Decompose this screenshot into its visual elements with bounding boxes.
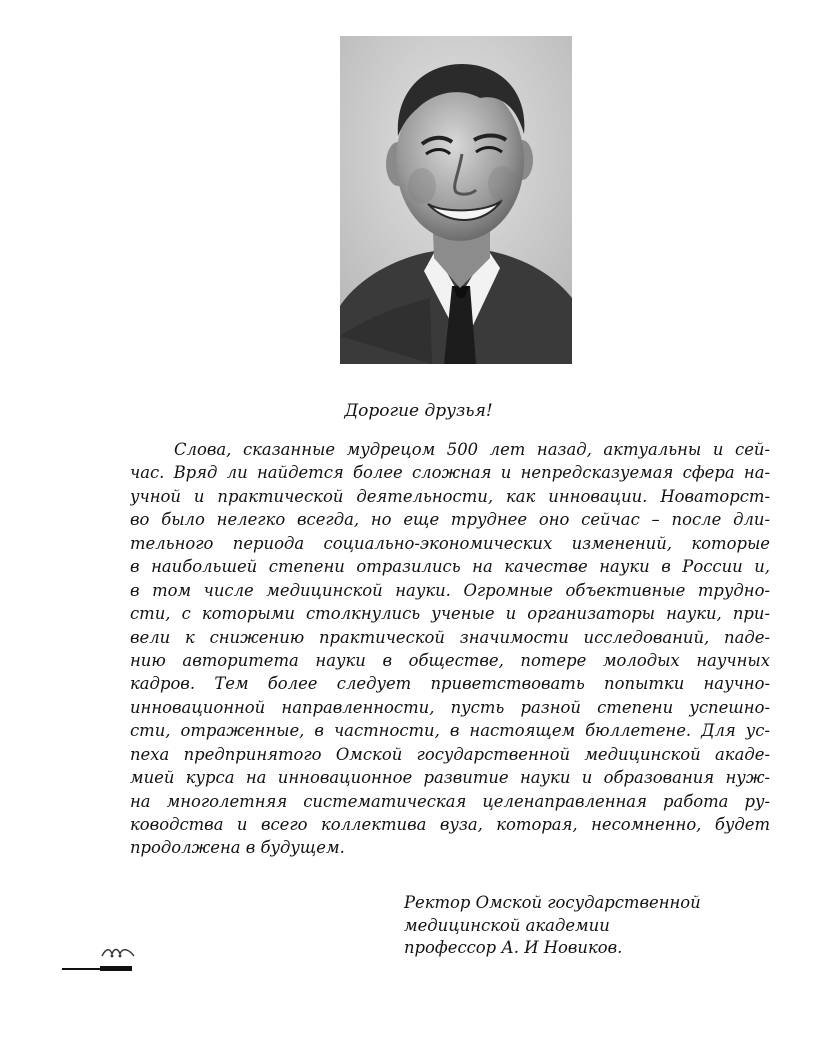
signature-institution: медицинской академии — [404, 915, 610, 935]
body-line: час. Вряд ли найдется более сложная и непредсказуемая сфера на- — [130, 463, 770, 483]
letter-body — [130, 438, 770, 860]
body-line: в том числе медицинской науки. Огромные объективные трудно- — [130, 580, 770, 600]
body-line: нию авторитета науки в обществе, потере молодых научных — [130, 650, 770, 670]
body-line: на многолетняя систематическая целенаправленная работа ру- — [130, 791, 770, 811]
signature-title: Ректор Омской государственной — [404, 893, 701, 912]
signature-block — [404, 892, 784, 960]
body-line: во было нелегко всегда, но еще труднее оно сейчас – после дли- — [130, 510, 770, 530]
greeting-heading: Дорогие друзья! — [344, 401, 493, 421]
body-line: ководства и всего коллектива вуза, которая, несомненно, будет — [130, 815, 770, 834]
body-line: сти, с которыми столкнулись ученые и организаторы науки, при- — [130, 604, 770, 624]
body-line: мией курса на инновационное развитие науки и образования нуж- — [130, 768, 770, 788]
body-line: продолжена в будущем. — [130, 838, 345, 858]
body-line: учной и практической деятельности, как инновации. Новаторст- — [130, 486, 770, 506]
body-line: Слова, сказанные мудрецом 500 лет назад, актуальны и сей- — [174, 440, 770, 459]
body-line: кадров. Тем более следует приветствовать попытки научно- — [130, 674, 770, 694]
ornament-icon — [100, 944, 136, 960]
portrait-photo — [340, 36, 572, 364]
body-line: инновационной направленности, пусть разной степени успешно- — [130, 697, 770, 717]
body-line: сти, отраженные, в частности, в настоящем бюллетене. Для ус- — [130, 721, 770, 741]
body-line: в наибольшей степени отразились на качестве науки в России и, — [130, 557, 770, 577]
footer-rule-accent — [100, 966, 132, 971]
body-line: вели к снижению практической значимости исследований, паде- — [130, 627, 770, 647]
signature-name: профессор А. И Новиков. — [404, 938, 623, 957]
body-line: тельного периода социально-экономических изменений, которые — [130, 533, 770, 553]
portrait-illustration — [340, 36, 572, 364]
body-line: пеха предпринятого Омской государственной медицинской акаде- — [130, 744, 770, 764]
